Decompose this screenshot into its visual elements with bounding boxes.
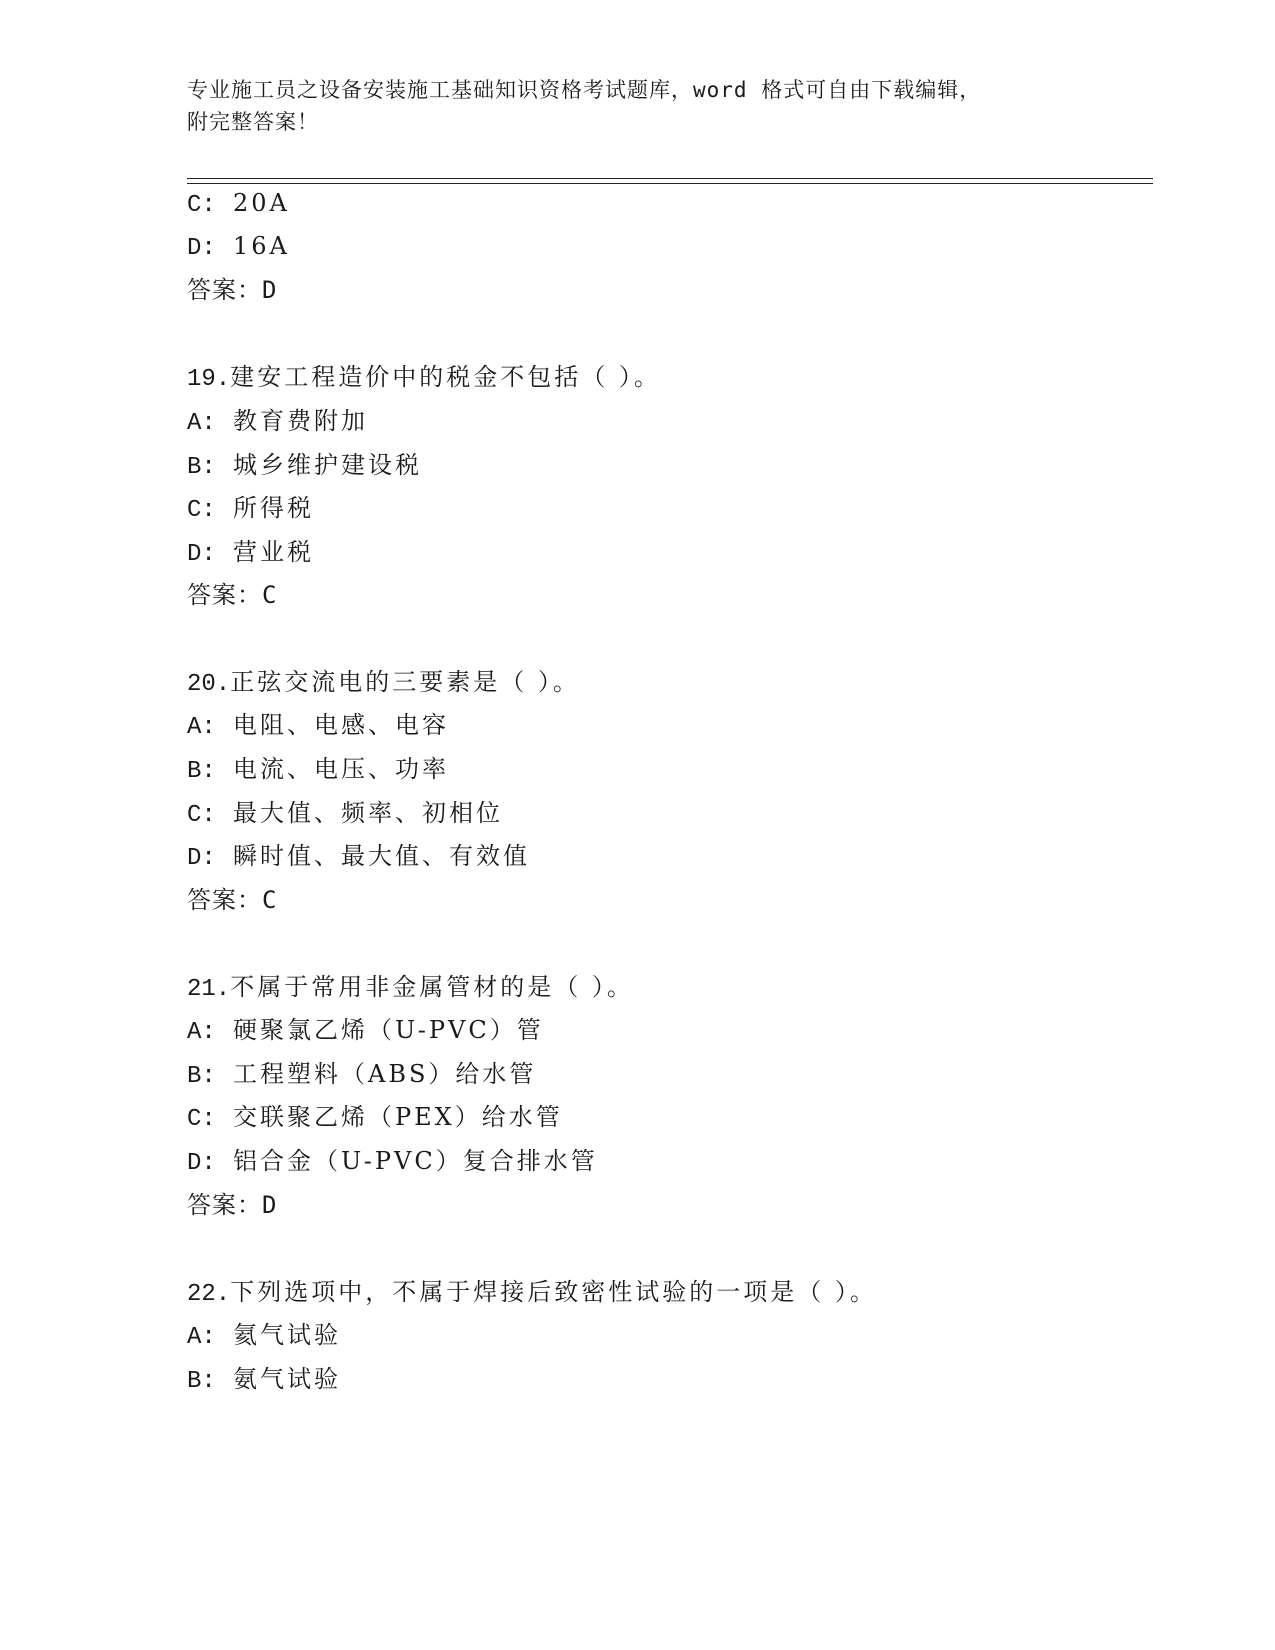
- option-row: [187, 1102, 563, 1135]
- answer-value: D: [262, 276, 277, 304]
- option-label: C:: [187, 802, 216, 829]
- option-label: C:: [187, 1106, 216, 1133]
- option-row: [187, 231, 290, 264]
- option-text: 城乡维护建设税: [233, 451, 422, 479]
- header-divider-bottom: [187, 183, 1153, 184]
- option-label: B:: [187, 758, 216, 785]
- option-text: 氨气试验: [233, 1365, 341, 1393]
- option-row: [187, 710, 449, 743]
- answer-row: [187, 275, 276, 305]
- question-stem: [187, 667, 580, 700]
- answer-value: C: [262, 886, 277, 914]
- question-stem: [187, 362, 661, 395]
- option-label: D:: [187, 235, 216, 262]
- option-row: [187, 841, 530, 874]
- option-label: B:: [187, 454, 216, 481]
- answer-row: [187, 1190, 276, 1220]
- question-number: 20.: [187, 671, 231, 698]
- option-row: [187, 1015, 544, 1048]
- question-text: 建安工程造价中的税金不包括（ ）。: [230, 363, 661, 391]
- header-line-2: 附完整答案！: [187, 110, 319, 134]
- question-stem: [187, 1277, 877, 1310]
- answer-row: [187, 885, 276, 915]
- option-label: A:: [187, 410, 216, 437]
- option-row: [187, 493, 314, 526]
- question-number: 19.: [187, 366, 231, 393]
- question-text: 不属于常用非金属管材的是（ ）。: [230, 973, 634, 1001]
- option-label: A:: [187, 1019, 216, 1046]
- option-label: C:: [187, 497, 216, 524]
- option-text: 20A: [233, 189, 290, 217]
- option-row: [187, 1059, 536, 1092]
- option-row: [187, 537, 314, 570]
- question-text: 正弦交流电的三要素是（ ）。: [230, 668, 580, 696]
- option-text: 教育费附加: [233, 407, 368, 435]
- option-label: D:: [187, 541, 216, 568]
- option-text: 营业税: [233, 538, 314, 566]
- header-line-1: 专业施工员之设备安装施工基础知识资格考试题库，word 格式可自由下载编辑，: [187, 78, 982, 102]
- document-header: [187, 74, 1087, 138]
- option-row: [187, 754, 449, 787]
- question-number: 21.: [187, 976, 231, 1003]
- option-row: [187, 798, 503, 831]
- option-label: D:: [187, 845, 216, 872]
- option-row: [187, 1146, 598, 1179]
- answer-value: C: [262, 581, 277, 609]
- answer-label: 答案：: [187, 581, 262, 609]
- option-row: [187, 450, 422, 483]
- option-label: B:: [187, 1063, 216, 1090]
- question-number: 22.: [187, 1281, 231, 1308]
- option-row: [187, 406, 368, 439]
- answer-row: [187, 580, 276, 610]
- option-text: 工程塑料（ABS）给水管: [233, 1060, 537, 1088]
- option-text: 所得税: [233, 494, 314, 522]
- answer-label: 答案：: [187, 1191, 262, 1219]
- answer-label: 答案：: [187, 276, 262, 304]
- option-row: [187, 1364, 341, 1397]
- option-label: C:: [187, 192, 216, 219]
- option-row: [187, 1320, 341, 1353]
- option-text: 铝合金（U-PVC）复合排水管: [233, 1147, 598, 1175]
- answer-value: D: [262, 1191, 277, 1219]
- option-text: 瞬时值、最大值、有效值: [233, 842, 530, 870]
- option-label: A:: [187, 714, 216, 741]
- question-stem: [187, 972, 634, 1005]
- option-label: B:: [187, 1368, 216, 1395]
- option-text: 最大值、频率、初相位: [233, 799, 503, 827]
- option-text: 交联聚乙烯（PEX）给水管: [233, 1103, 563, 1131]
- option-text: 电阻、电感、电容: [233, 711, 449, 739]
- option-text: 电流、电压、功率: [233, 755, 449, 783]
- header-divider-top: [187, 178, 1153, 179]
- option-label: A:: [187, 1324, 216, 1351]
- option-text: 氦气试验: [233, 1321, 341, 1349]
- answer-label: 答案：: [187, 886, 262, 914]
- option-row: [187, 188, 290, 221]
- option-label: D:: [187, 1150, 216, 1177]
- question-text: 下列选项中，不属于焊接后致密性试验的一项是（ ）。: [230, 1278, 877, 1306]
- option-text: 硬聚氯乙烯（U-PVC）管: [233, 1016, 544, 1044]
- option-text: 16A: [233, 232, 290, 260]
